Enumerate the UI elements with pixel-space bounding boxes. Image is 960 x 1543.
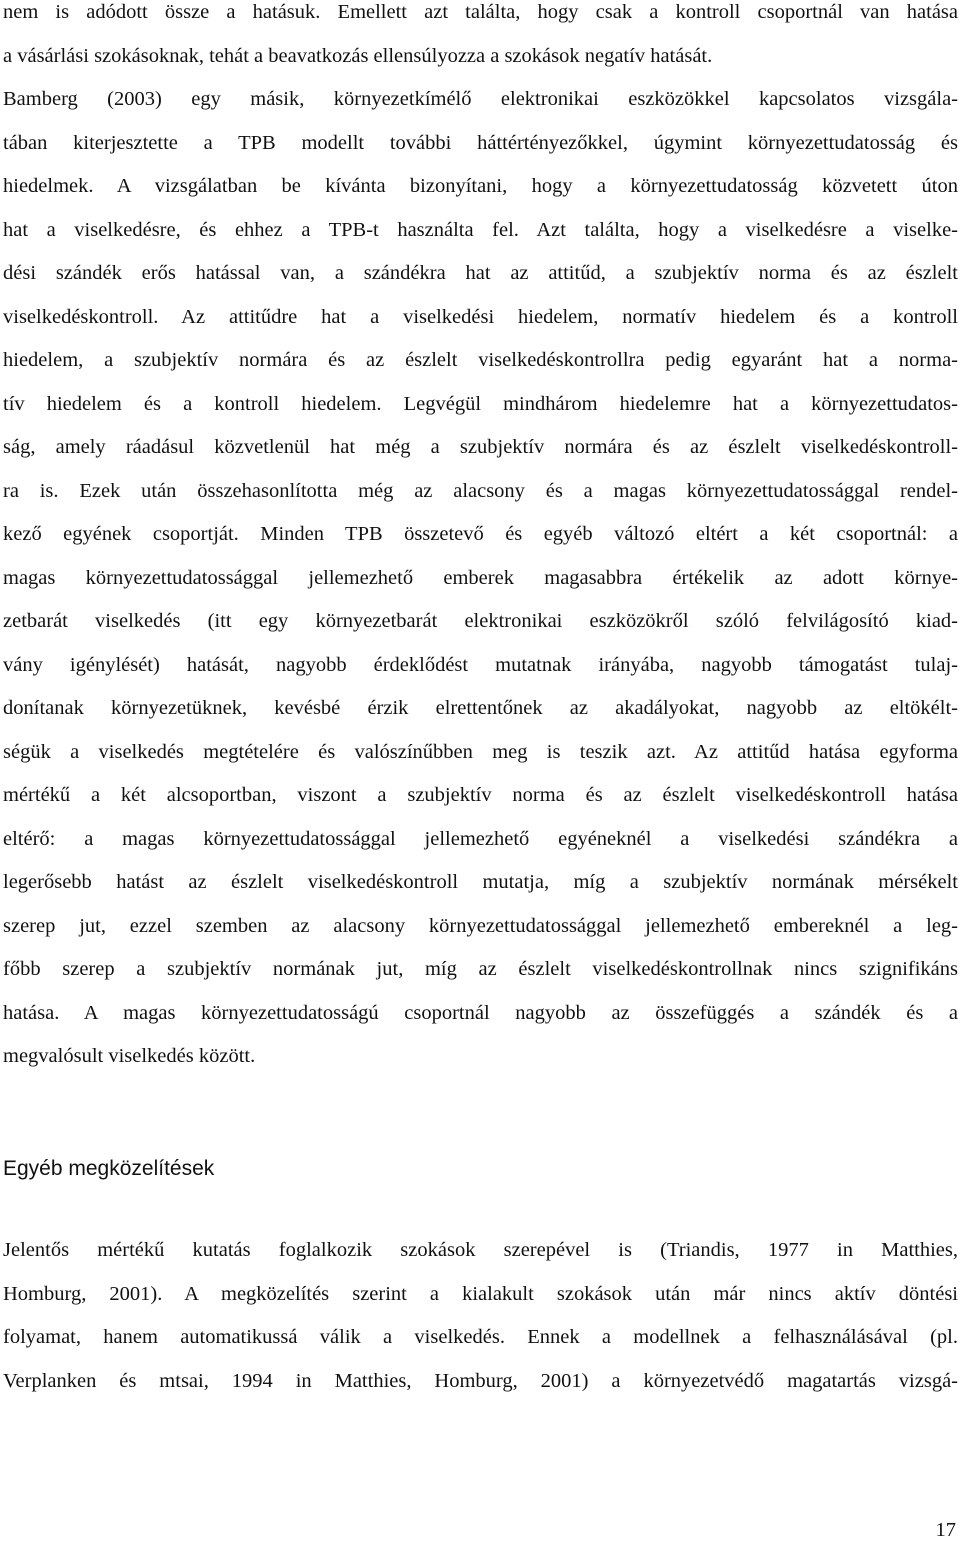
text-line: viselkedéskontroll. Az attitűdre hat a viselkedési hiedelem, normatív hiedelem és a kontroll [3, 305, 958, 328]
text-line: magas környezettudatossággal jellemezhető emberek magasabbra értékelik az adott környe- [3, 566, 958, 589]
text-line: hat a viselkedésre, és ehhez a TPB-t használta fel. Azt találta, hogy a viselkedésre a viselke- [3, 218, 958, 241]
text-line: megvalósult viselkedés között. [3, 1045, 256, 1067]
text-line: kező egyének csoportját. Minden TPB összetevő és egyéb változó eltért a két csoportnál: a [3, 523, 958, 545]
text-line: főbb szerep a szubjektív normának jut, míg az észlelt viselkedéskontrollnak nincs szignifikáns [3, 958, 958, 980]
text-line: Verplanken és mtsai, 1994 in Matthies, Homburg, 2001) a környezetvédő magatartás vizsgá- [3, 1369, 958, 1392]
text-line: donítanak környezetüknek, kevésbé érzik elrettentőnek az akadályokat, nagyobb az eltökélt- [3, 697, 958, 719]
text-line: a vásárlási szokásoknak, tehát a beavatkozás ellensúlyozza a szokások negatív hatását. [3, 44, 713, 67]
text-line: tív hiedelem és a kontroll hiedelem. Legvégül mindhárom hiedelemre hat a környezettudatos- [3, 392, 958, 415]
section-heading: Egyéb megközelítések [3, 1157, 215, 1180]
text-line: Jelentős mértékű kutatás foglalkozik szokások szerepével is (Triandis, 1977 in Matthies, [3, 1239, 958, 1261]
text-line: tában kiterjesztette a TPB modellt további háttértényezőkkel, úgymint környezettudatosság és [3, 131, 958, 154]
text-line: hatása. A magas környezettudatosságú csoportnál nagyobb az összefüggés a szándék és a [3, 1001, 958, 1024]
text-line: nem is adódott össze a hatásuk. Emellett azt találta, hogy csak a kontroll csoportnál van hatása [3, 1, 958, 23]
text-line: dési szándék erős hatással van, a szándékra hat az attitűd, a szubjektív norma és az észlelt [3, 262, 958, 284]
text-line: legerősebb hatást az észlelt viselkedéskontroll mutatja, míg a szubjektív normának mérsékelt [3, 871, 958, 893]
text-line: ségük a viselkedés megtételére és valószínűbben meg is teszik azt. Az attitűd hatása egyforma [3, 740, 958, 763]
text-line: folyamat, hanem automatikussá válik a viselkedés. Ennek a modellnek a felhasználásával (pl. [3, 1326, 958, 1348]
text-line: eltérő: a magas környezettudatossággal jellemezhető egyéneknél a viselkedési szándékra a [3, 827, 958, 850]
text-line: mértékű a két alcsoportban, viszont a szubjektív norma és az észlelt viselkedéskontroll hatása [3, 784, 958, 806]
text-line: szerep jut, ezzel szemben az alacsony környezettudatossággal jellemezhető embereknél a leg- [3, 914, 958, 937]
text-line: vány igénylését) hatását, nagyobb érdeklődést mutatnak irányába, nagyobb támogatást tulaj- [3, 653, 958, 676]
text-line: Bamberg (2003) egy másik, környezetkímélő elektronikai eszközökkel kapcsolatos vizsgála- [3, 88, 958, 110]
page-number: 17 [935, 1519, 956, 1541]
text-line: hiedelmek. A vizsgálatban be kívánta bizonyítani, hogy a környezettudatosság közvetett úton [3, 175, 958, 197]
text-line: hiedelem, a szubjektív normára és az észlelt viselkedéskontrollra pedig egyaránt hat a norma- [3, 349, 958, 371]
text-line: ra is. Ezek után összehasonlította még az alacsony és a magas környezettudatossággal rendel- [3, 479, 958, 502]
text-line: Homburg, 2001). A megközelítés szerint a kialakult szokások után már nincs aktív döntési [3, 1282, 958, 1305]
text-line: zetbarát viselkedés (itt egy környezetbarát elektronikai eszközökről szóló felvilágosító kiad- [3, 610, 958, 632]
text-line: ság, amely ráadásul közvetlenül hat még a szubjektív normára és az észlelt viselkedéskontroll- [3, 436, 958, 458]
